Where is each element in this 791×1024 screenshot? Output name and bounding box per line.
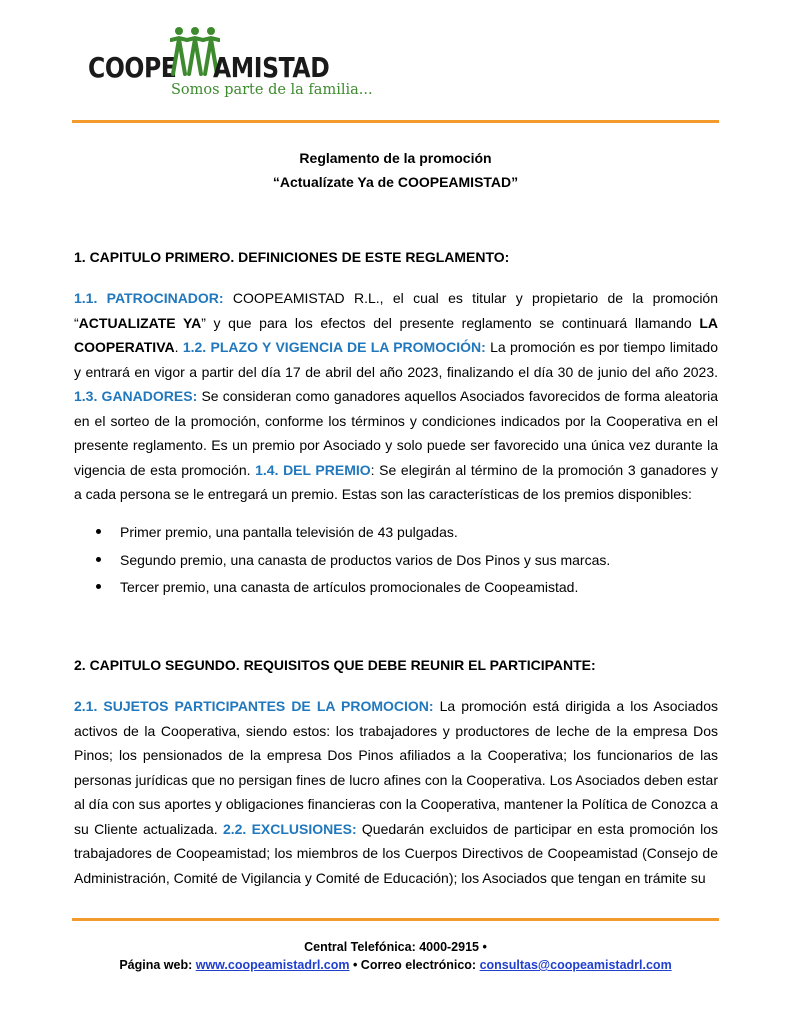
header-divider xyxy=(72,120,719,123)
list-item xyxy=(94,577,714,605)
clause-1-1-text: COOPEAMISTAD R.L., el cual es titular y propietario de la promoción “ xyxy=(74,290,718,331)
clause-1-1-label: 1.1. PATROCINADOR: xyxy=(74,290,224,306)
footer-contact xyxy=(0,958,791,972)
clause-1-3-label: 1.3. GANADORES: xyxy=(74,388,198,404)
section-2-paragraph xyxy=(74,694,718,890)
email-label: • Correo electrónico: xyxy=(349,958,480,972)
bullet-icon xyxy=(96,557,101,562)
clause-2-2-label: 2.2. EXCLUSIONES: xyxy=(222,820,357,837)
clause-2-2-text: Quedarán excluidos de participar en esta promoción los trabajadores de Coopeamistad; los miembros de los Cuerpos Directivos de Coopeamistad (Consejo de Administración, Comité de Vigilancia y Comité de Educación); los Asociados que tengan en trámite su xyxy=(74,820,718,886)
clause-1-4-text: : Se elegirán al término de la promoción 3 ganadores y a cada persona se le entregará un premio. Estas son las características de los premios disponibles: xyxy=(74,461,718,502)
email-link[interactable]: consultas@coopeamistadrl.com xyxy=(479,958,672,972)
promotion-name: “Actualízate Ya de COOPEAMISTAD” xyxy=(272,174,519,190)
list-item xyxy=(94,550,714,578)
footer-phone: Central Telefónica: 4000-2915 • xyxy=(304,940,487,954)
cooperative-bold-name: LA COOPERATIVA xyxy=(74,314,718,355)
prize-text: Tercer premio, una canasta de artículos promocionales de Coopeamistad. xyxy=(120,579,579,595)
web-label: Página web: xyxy=(119,958,196,972)
clause-1-2-label: 1.2. PLAZO Y VIGENCIA DE LA PROMOCIÓN: xyxy=(182,339,486,355)
section-1-paragraph xyxy=(74,286,718,507)
website-link[interactable]: www.coopeamistadrl.com xyxy=(195,958,350,972)
coopeamistad-logo xyxy=(88,26,373,106)
clause-1-4-label: 1.4. DEL PREMIO xyxy=(255,461,371,478)
clause-1-1-text-cont: ” y que para los efectos del presente reglamento se continuará llamando xyxy=(201,314,700,331)
prize-text: Primer premio, una pantalla televisión de 43 pulgadas. xyxy=(120,524,458,540)
clause-2-1-text: La promoción está dirigida a los Asociados activos de la Cooperativa, siendo estos: los trabajadores y productores de leche de la empresa Dos Pinos; los pensionados de la empresa Dos Pinos afiliados a la Cooperativa; los funcionarios de las personas jurídicas que no persigan fines de lucro afines con la Cooperativa. Los Asociados deben estar al día con sus aportes y obligaciones financieras con la Cooperativa, mantener la Política de Conozca a su Cliente actualizada. xyxy=(74,698,718,837)
list-item xyxy=(94,522,714,550)
clause-1-1-end: . xyxy=(174,339,183,355)
prize-text: Segundo premio, una canasta de productos varios de Dos Pinos y sus marcas. xyxy=(120,551,611,568)
clause-1-3-text: Se consideran como ganadores aquellos Asociados favorecidos de forma aleatoria en el sorteo de la promoción, conforme los términos y condiciones indicados por la Cooperativa en el presente reglamento. Es un premio por Asociado y solo puede ser favorecido una única vez durante la vigencia de esta promoción. xyxy=(74,388,718,478)
bullet-icon xyxy=(96,584,101,589)
section-2-heading: 2. CAPITULO SEGUNDO. REQUISITOS QUE DEBE REUNIR EL PARTICIPANTE: xyxy=(74,657,596,673)
logo-slogan: Somos parte de la familia... xyxy=(171,82,373,98)
document-title: Reglamento de la promoción xyxy=(299,150,492,166)
bullet-icon xyxy=(96,529,101,534)
logo-word-amistad: AMISTAD xyxy=(213,51,330,84)
clause-1-2-text: La promoción es por tiempo limitado y entrará en vigor a partir del día 17 de abril del año 2023, finalizando el día 30 de junio del año 2023. xyxy=(74,339,719,380)
logo-word-coope: COOPE xyxy=(88,51,177,84)
section-1-heading: 1. CAPITULO PRIMERO. DEFINICIONES DE ESTE REGLAMENTO: xyxy=(74,249,510,265)
prize-list xyxy=(94,522,714,605)
promotion-bold-name: ACTUALIZATE YA xyxy=(78,314,202,331)
footer-divider xyxy=(72,918,719,921)
clause-2-1-label: 2.1. SUJETOS PARTICIPANTES DE LA PROMOCION: xyxy=(74,698,434,714)
